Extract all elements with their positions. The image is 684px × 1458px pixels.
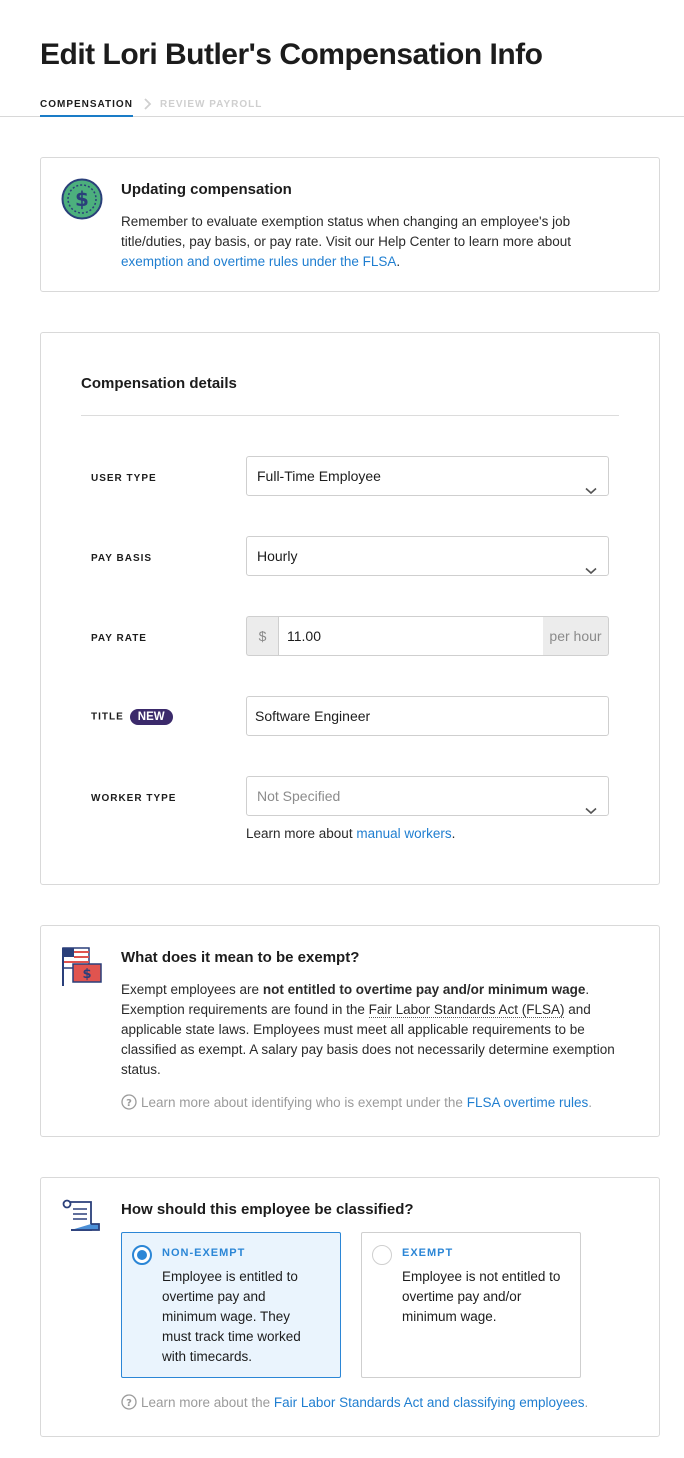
chevron-down-icon <box>585 791 597 829</box>
updating-compensation-notice <box>40 157 660 292</box>
user-type-select[interactable]: Full-Time Employee <box>246 456 609 496</box>
exempt-option[interactable] <box>361 1232 581 1378</box>
non-exempt-option[interactable] <box>121 1232 341 1378</box>
radio-button-selected[interactable] <box>132 1245 152 1265</box>
scroll-document-icon <box>61 1198 103 1241</box>
chevron-right-icon <box>143 97 153 115</box>
worker-type-helper: Learn more about manual workers. <box>246 826 456 841</box>
user-type-label: USER TYPE <box>91 473 157 484</box>
flsa-rules-link[interactable]: exemption and overtime rules under the FLSA <box>121 254 397 269</box>
divider <box>81 415 619 416</box>
dollar-coin-icon <box>61 178 103 225</box>
flag-money-icon <box>61 946 103 993</box>
pay-rate-label: PAY RATE <box>91 633 147 644</box>
option-title: NON-EXEMPT <box>162 1247 246 1259</box>
title-label: TITLE NEW <box>91 709 173 725</box>
pay-basis-select[interactable]: Hourly <box>246 536 609 576</box>
question-circle-icon <box>121 1394 137 1413</box>
question-circle-icon <box>121 1094 137 1113</box>
option-description: Employee is not entitled to overtime pay and/or minimum wage. <box>402 1269 561 1324</box>
pay-rate-input[interactable]: 11.00 <box>278 616 544 656</box>
chevron-down-icon <box>585 551 597 589</box>
classification-heading: How should this employee be classified? <box>121 1201 414 1218</box>
flsa-act-term[interactable]: Fair Labor Standards Act (FLSA) <box>368 1002 565 1017</box>
radio-button[interactable] <box>372 1245 392 1265</box>
exempt-hint: ? Learn more about identifying who is exempt under the FLSA overtime rules. <box>121 1094 592 1113</box>
tab-review-payroll[interactable]: REVIEW PAYROLL <box>160 99 263 110</box>
pay-basis-label: PAY BASIS <box>91 553 153 564</box>
worker-type-select[interactable]: Not Specified <box>246 776 609 816</box>
job-title-input[interactable]: Software Engineer <box>246 696 609 736</box>
option-description: Employee is entitled to overtime pay and minimum wage. They must track time worked with timecards. <box>162 1269 301 1364</box>
compensation-details-title: Compensation details <box>81 375 237 392</box>
compensation-details-card <box>40 332 660 885</box>
classification-hint: ? Learn more about the Fair Labor Standards Act and classifying employees. <box>121 1394 588 1413</box>
option-title: EXEMPT <box>402 1247 454 1259</box>
manual-workers-link[interactable]: manual workers <box>356 826 452 841</box>
exempt-body: Exempt employees are not entitled to overtime pay and/or minimum wage. Exemption requirements are found in the Fair Labor Standards Act (FLSA) and applicable state laws. Employees must meet all applicable requirements to be classified as exempt. A salary pay basis does not necessarily determine exemption status. <box>121 982 615 1077</box>
currency-prefix: $ <box>246 616 278 656</box>
notice-body: Remember to evaluate exemption status when changing an employee's job title/duties, pay basis, or pay rate. Visit our Help Center to learn more about exemption and overtime rules under the FLSA. <box>121 214 571 269</box>
new-badge: NEW <box>130 709 173 725</box>
page-title: Edit Lori Butler's Compensation Info <box>40 38 543 71</box>
notice-heading: Updating compensation <box>121 181 292 198</box>
svg-text:?: ? <box>126 1098 132 1109</box>
pay-rate-group <box>246 616 609 656</box>
flsa-classifying-link[interactable]: Fair Labor Standards Act and classifying employees <box>273 1395 585 1410</box>
svg-text:?: ? <box>126 1398 132 1409</box>
tab-compensation[interactable]: COMPENSATION <box>40 99 133 117</box>
flsa-overtime-link[interactable]: FLSA overtime rules <box>466 1095 589 1110</box>
classification-card <box>40 1177 660 1437</box>
exempt-info-card <box>40 925 660 1137</box>
svg-text:$: $ <box>75 187 89 211</box>
svg-text:$: $ <box>82 967 92 982</box>
chevron-down-icon <box>585 471 597 509</box>
tab-bar <box>0 94 684 117</box>
rate-unit-suffix: per hour <box>543 616 609 656</box>
exempt-heading: What does it mean to be exempt? <box>121 949 360 966</box>
worker-type-label: WORKER TYPE <box>91 793 177 804</box>
